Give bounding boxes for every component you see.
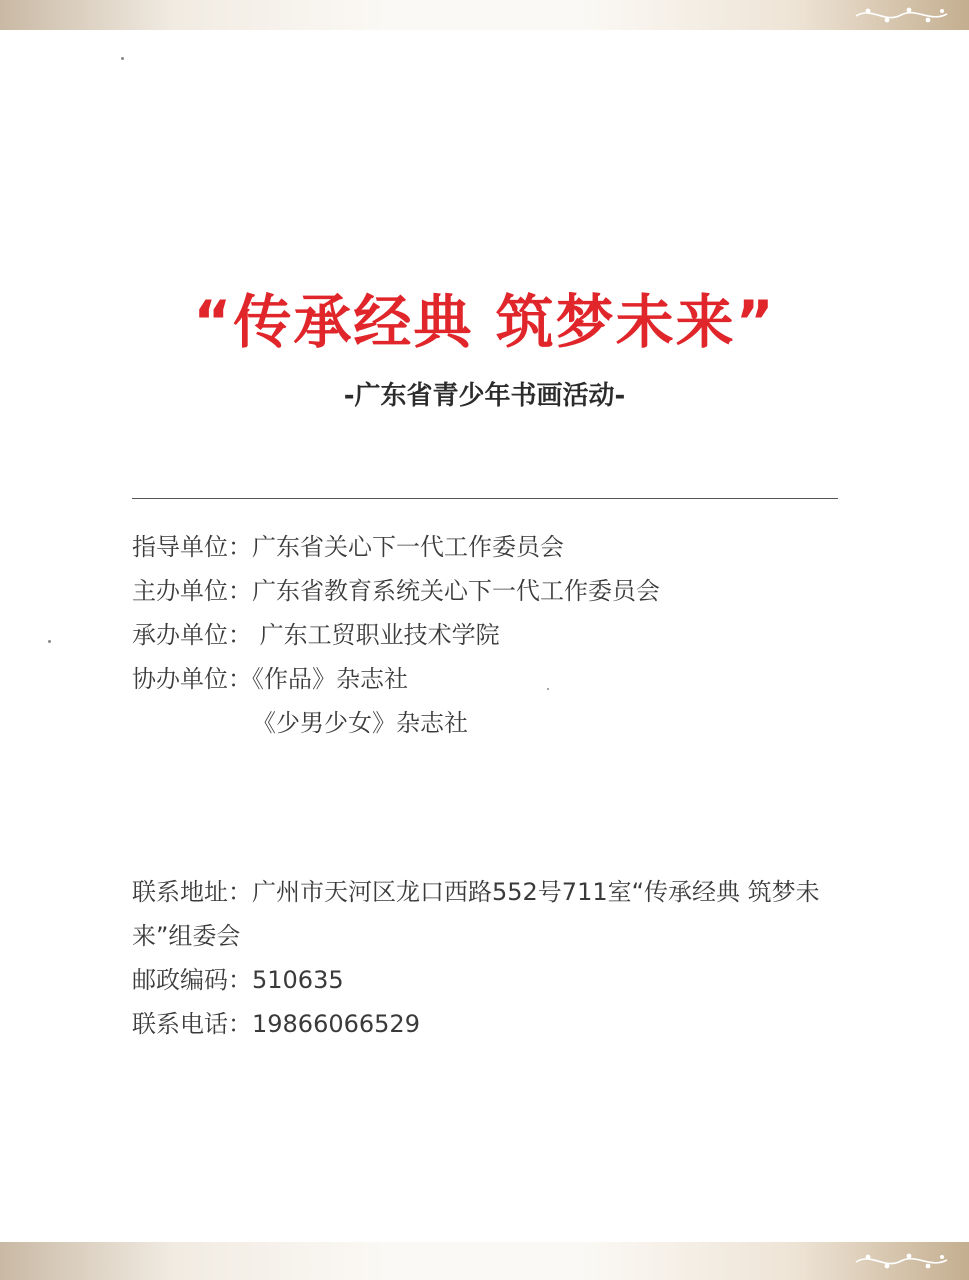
paper-speck (121, 57, 124, 60)
floral-vine-icon (854, 1248, 949, 1274)
top-decorative-band (0, 0, 969, 30)
paper-speck (547, 688, 549, 690)
page-subtitle: -广东省青少年书画活动- (343, 381, 626, 411)
contact-info (132, 870, 842, 1046)
bottom-decorative-band (0, 1242, 969, 1280)
undertaker-unit: 承办单位： 广东工贸职业技术学院 (132, 621, 500, 649)
page-title: “传承经典 筑梦未来” (193, 288, 776, 356)
host-unit: 主办单位：广东省教育系统关心下一代工作委员会 (132, 577, 660, 605)
postal-code: 邮政编码：510635 (132, 966, 344, 994)
guidance-unit: 指导单位：广东省关心下一代工作委员会 (132, 533, 564, 561)
divider-line (132, 498, 838, 499)
organizer-list (132, 525, 842, 745)
contact-phone: 联系电话：19866066529 (132, 1010, 420, 1038)
contact-address: 联系地址：广州市天河区龙口西路552号711室“传承经典 筑梦未来”组委会 (132, 878, 820, 950)
floral-vine-icon (854, 2, 949, 28)
co-organizer-unit-2: 《少男少女》杂志社 (252, 709, 468, 737)
paper-speck (48, 640, 51, 643)
co-organizer-unit: 协办单位：《作品》杂志社 (132, 665, 408, 693)
